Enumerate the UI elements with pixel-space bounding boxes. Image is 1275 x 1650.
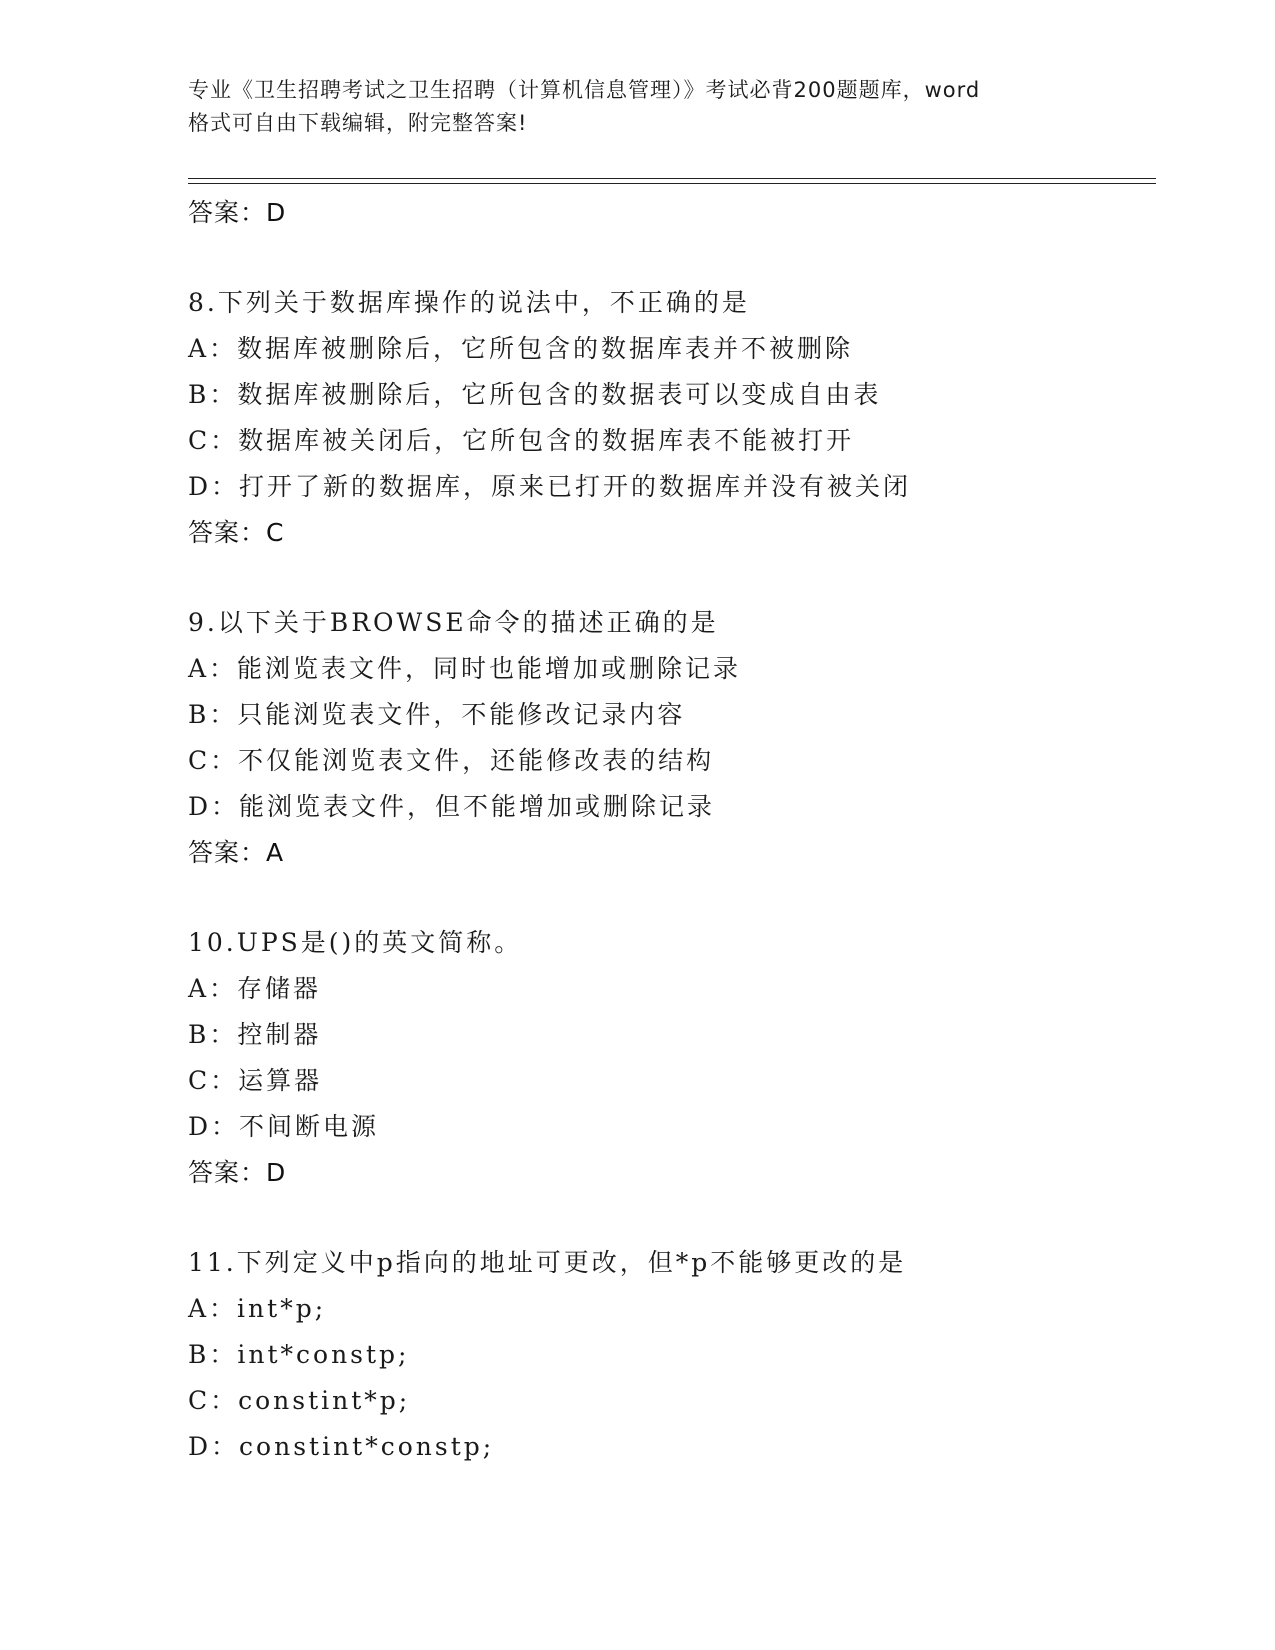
answer-label: 答案：D xyxy=(188,198,287,227)
header-line-1: 专业《卫生招聘考试之卫生招聘（计算机信息管理）》考试必背200题题库，word xyxy=(188,78,981,102)
option-b: B：控制器 xyxy=(188,1020,322,1049)
header-divider-bottom xyxy=(188,183,1156,184)
option-c: C：constint*p; xyxy=(188,1386,411,1415)
option-d: D：constint*constp; xyxy=(188,1432,495,1461)
option-c: C：运算器 xyxy=(188,1066,323,1095)
question-list xyxy=(188,190,1148,1470)
question-stem: 10.UPS是()的英文简称。 xyxy=(188,928,523,957)
answer-label: 答案：C xyxy=(188,518,285,547)
question-stem: 9.以下关于BROWSE命令的描述正确的是 xyxy=(188,608,719,637)
question-block-11 xyxy=(188,1240,1148,1470)
header-line-2: 格式可自由下载编辑，附完整答案! xyxy=(188,111,528,135)
option-a: A：存储器 xyxy=(188,974,322,1003)
answer-label: 答案：D xyxy=(188,1158,287,1187)
answer-label: 答案：A xyxy=(188,838,285,867)
option-b: B：只能浏览表文件，不能修改记录内容 xyxy=(188,700,686,729)
question-block-10 xyxy=(188,920,1148,1196)
option-c: C：数据库被关闭后，它所包含的数据库表不能被打开 xyxy=(188,426,855,455)
question-block-8 xyxy=(188,280,1148,556)
option-a: A：int*p; xyxy=(188,1294,327,1323)
option-d: D：打开了新的数据库，原来已打开的数据库并没有被关闭 xyxy=(188,472,912,501)
question-stem: 11.下列定义中p指向的地址可更改，但*p不能够更改的是 xyxy=(188,1248,907,1277)
document-header xyxy=(188,74,1088,140)
option-d: D：不间断电源 xyxy=(188,1112,380,1141)
header-divider-top xyxy=(188,178,1156,179)
question-block-9 xyxy=(188,600,1148,876)
question-stem: 8.下列关于数据库操作的说法中，不正确的是 xyxy=(188,288,750,317)
option-a: A：数据库被删除后，它所包含的数据库表并不被删除 xyxy=(188,334,854,363)
option-b: B：数据库被删除后，它所包含的数据表可以变成自由表 xyxy=(188,380,882,409)
option-d: D：能浏览表文件，但不能增加或删除记录 xyxy=(188,792,716,821)
option-b: B：int*constp; xyxy=(188,1340,410,1369)
option-a: A：能浏览表文件，同时也能增加或删除记录 xyxy=(188,654,742,683)
option-c: C：不仅能浏览表文件，还能修改表的结构 xyxy=(188,746,715,775)
